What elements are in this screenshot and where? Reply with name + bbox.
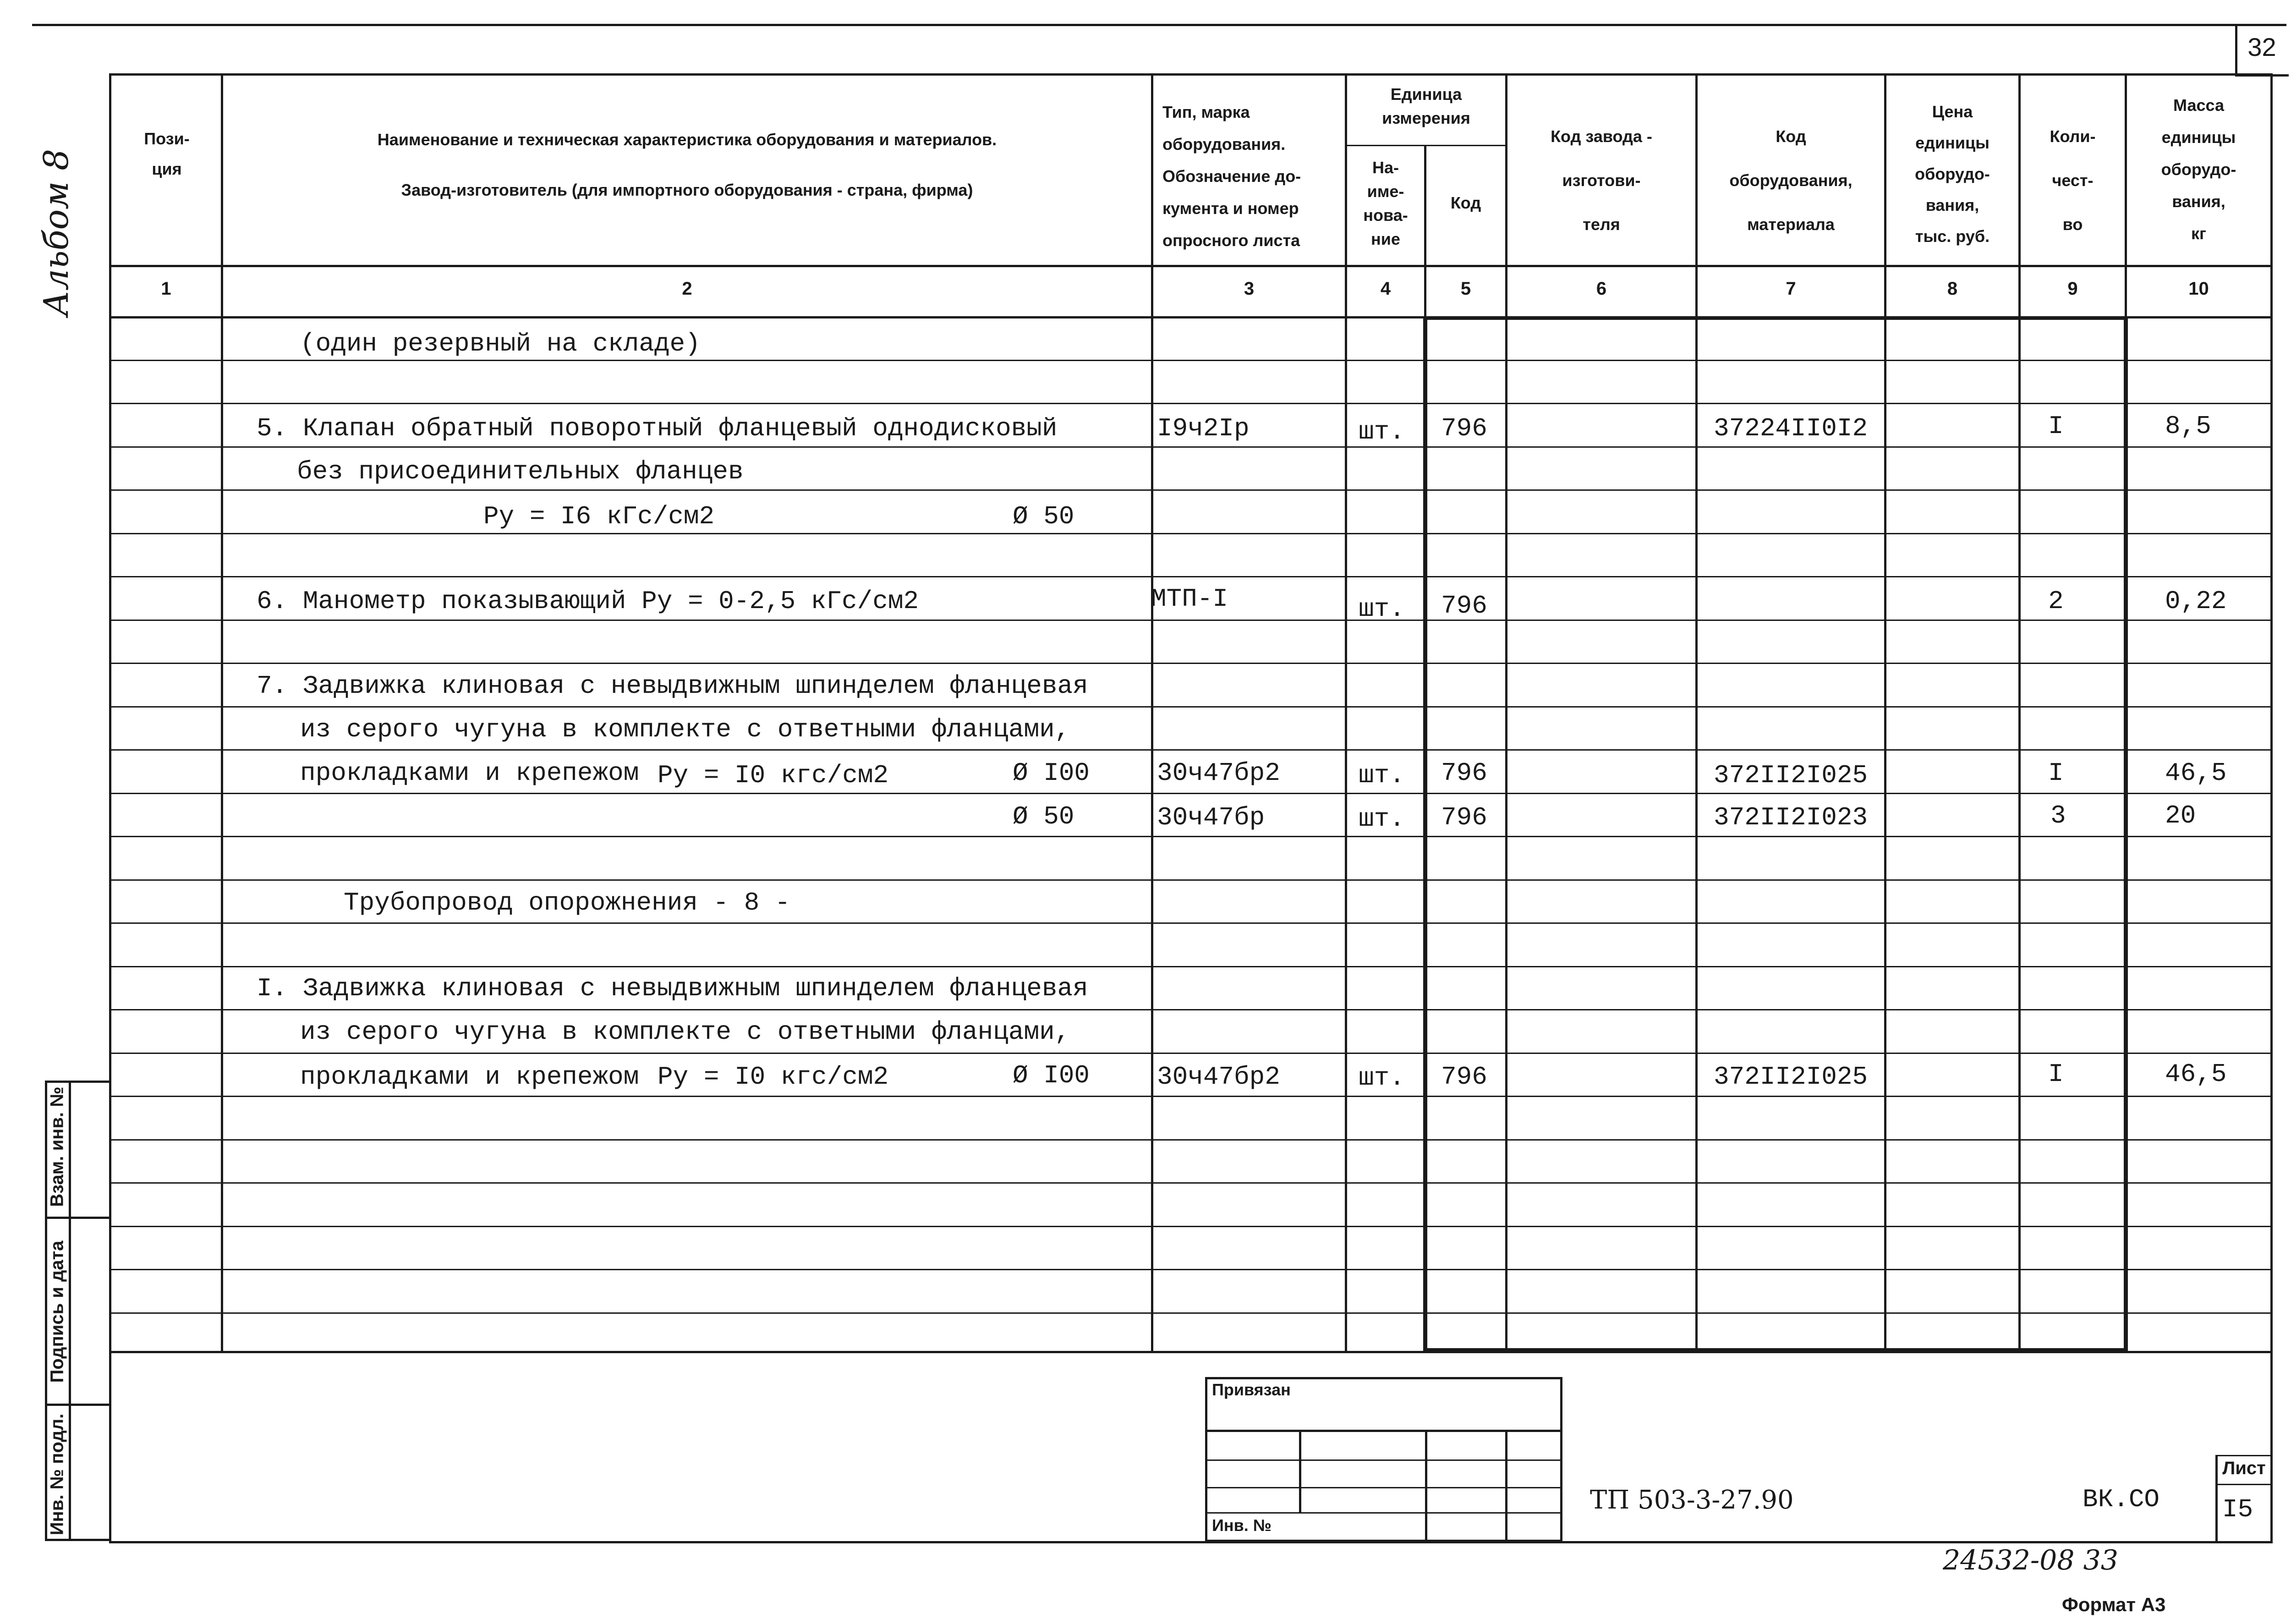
format-label: Формат А3 bbox=[2062, 1594, 2166, 1615]
header-col-4: На- име- нова- ние bbox=[1363, 158, 1408, 248]
col-divider-2 bbox=[1151, 73, 1153, 1353]
header-col-1: Пози- ция bbox=[144, 129, 190, 178]
row-8-name: 7. Задвижка клиновая с невыдвижным шпинделем фланцевая bbox=[257, 671, 1088, 701]
col-num-10: 10 bbox=[2188, 279, 2209, 299]
row-17-diameter: Ø I00 bbox=[1013, 1061, 1090, 1090]
stamp-v2 bbox=[1425, 1430, 1427, 1542]
header-unit-group: Единица измерения bbox=[1382, 85, 1470, 127]
row-separator bbox=[109, 922, 2273, 924]
row-separator bbox=[109, 879, 2273, 881]
inv-no-label: Инв. № bbox=[1212, 1516, 1272, 1535]
row-2-equip-code: 37224II0I2 bbox=[1714, 414, 1868, 443]
sheet-number: 32 bbox=[2247, 33, 2276, 61]
row-11-code: 796 bbox=[1441, 803, 1487, 832]
col-divider-6 bbox=[1695, 73, 1698, 1353]
header-col-8: Цена единицы оборудо- вания, тыс. руб. bbox=[1915, 102, 1990, 246]
col-divider-1 bbox=[221, 73, 223, 1353]
header-col-3: Тип, марка оборудования. Обозначение до- кумента и номер опросного листа bbox=[1162, 103, 1301, 250]
stamp-v1 bbox=[1299, 1430, 1301, 1512]
sheet-box-mid bbox=[2215, 1484, 2270, 1485]
side-label-signature: Подпись и дата bbox=[47, 1240, 67, 1383]
row-separator bbox=[109, 403, 2273, 404]
header-col-2: Наименование и техническая характеристика оборудования и материалов. Завод-изготовитель (для импортного оборудования - страна, фирма) bbox=[377, 130, 997, 199]
col-num-7: 7 bbox=[1786, 279, 1796, 299]
col-divider-4-thick bbox=[1423, 316, 1427, 1353]
row-15-name: I. Задвижка клиновая с невыдвижным шпинделем фланцевая bbox=[257, 974, 1088, 1003]
frame-right bbox=[2270, 73, 2273, 1543]
row-4-diameter: Ø 50 bbox=[1013, 502, 1074, 531]
row-2-mass: 8,5 bbox=[2165, 411, 2211, 441]
row-separator bbox=[109, 1009, 2273, 1010]
row-separator bbox=[109, 749, 2273, 751]
row-11-diameter: Ø 50 bbox=[1013, 802, 1074, 831]
row-10-type: 30ч47бр2 bbox=[1157, 758, 1280, 788]
row-separator bbox=[109, 706, 2273, 708]
header-row-numbers-top bbox=[109, 265, 2273, 267]
row-separator bbox=[109, 793, 2273, 794]
stamp-h4 bbox=[1205, 1512, 1562, 1514]
sheet-label: Лист bbox=[2222, 1458, 2266, 1478]
sheet-box-top bbox=[2215, 1455, 2270, 1456]
doc-code bbox=[1590, 1485, 1794, 1515]
header-col-6: Код завода - изготови- теля bbox=[1551, 127, 1652, 234]
row-17-code: 796 bbox=[1441, 1062, 1487, 1092]
col-num-1: 1 bbox=[161, 279, 171, 299]
header-col-10: Масса единицы оборудо- вания, кг bbox=[2161, 96, 2236, 243]
row-separator bbox=[109, 576, 2273, 577]
sheet-value: I5 bbox=[2222, 1495, 2253, 1524]
bottom-number: 24532-08 33 bbox=[1943, 1544, 2118, 1576]
stamp-h1 bbox=[1205, 1430, 1562, 1432]
row-separator bbox=[109, 446, 2273, 448]
row-separator bbox=[109, 663, 2273, 664]
stamp-h3 bbox=[1205, 1487, 1562, 1488]
row-6-code: 796 bbox=[1441, 591, 1487, 620]
col-num-3: 3 bbox=[1244, 279, 1255, 299]
col-num-8: 8 bbox=[1947, 279, 1958, 299]
row-11-unit: шт. bbox=[1359, 804, 1405, 834]
col-num-9: 9 bbox=[2067, 279, 2078, 299]
stamp-h2 bbox=[1205, 1459, 1562, 1461]
doc-section: ВК.СО bbox=[2083, 1485, 2160, 1514]
row-separator bbox=[109, 1139, 2273, 1141]
thick-frame-top bbox=[1423, 316, 2127, 320]
row-17-type: 30ч47бр2 bbox=[1157, 1062, 1280, 1092]
row-10-qty: I bbox=[2048, 758, 2064, 788]
row-11-type: 30ч47бр bbox=[1157, 803, 1265, 832]
col-divider-8 bbox=[2018, 73, 2021, 1353]
row-separator bbox=[109, 489, 2273, 491]
row-17-unit: шт. bbox=[1359, 1063, 1405, 1092]
row-17-qty: I bbox=[2048, 1059, 2064, 1089]
side-label-inv: Инв. № подл. bbox=[47, 1413, 67, 1536]
row-2-type: I9ч2Iр bbox=[1157, 414, 1250, 443]
row-separator bbox=[109, 1182, 2273, 1184]
row-separator bbox=[109, 1269, 2273, 1270]
row-17-name: прокладками и крепежом bbox=[300, 1062, 639, 1092]
col-num-4: 4 bbox=[1380, 279, 1391, 299]
stamp-v3 bbox=[1505, 1430, 1507, 1542]
row-10-name: прокладками и крепежом bbox=[300, 758, 639, 788]
row-separator bbox=[109, 360, 2273, 361]
col-num-5: 5 bbox=[1460, 279, 1471, 299]
row-10-unit: шт. bbox=[1359, 761, 1405, 790]
row-17-mass: 46,5 bbox=[2165, 1059, 2227, 1089]
row-10-code: 796 bbox=[1441, 758, 1487, 788]
row-10-equip-code: 372II2I025 bbox=[1714, 761, 1868, 790]
col-num-2: 2 bbox=[682, 279, 692, 299]
row-6-type: МТП-I bbox=[1151, 584, 1228, 614]
frame-bottom bbox=[109, 1541, 2273, 1543]
row-2-code: 796 bbox=[1441, 414, 1487, 443]
thick-frame-bottom bbox=[1423, 1348, 2127, 1352]
row-11-qty: 3 bbox=[2050, 801, 2066, 830]
privyazan-label: Привязан bbox=[1212, 1380, 1291, 1399]
row-separator bbox=[109, 1053, 2273, 1054]
row-9-name: из серого чугуна в комплекте с ответными фланцами, bbox=[300, 715, 1070, 744]
row-separator bbox=[109, 1226, 2273, 1227]
row-6-qty: 2 bbox=[2048, 587, 2064, 616]
side-strip-divider bbox=[69, 1081, 71, 1541]
row-6-unit: шт. bbox=[1359, 594, 1405, 624]
row-3-name: без присоединительных фланцев bbox=[297, 457, 744, 486]
row-17-pressure: Ру = I0 кгс/см2 bbox=[658, 1062, 889, 1092]
col-divider-9-thick bbox=[2124, 316, 2128, 1353]
row-11-equip-code: 372II2I023 bbox=[1714, 803, 1868, 832]
col-divider-3 bbox=[1345, 73, 1347, 1353]
album-label: Альбом 8 bbox=[37, 148, 76, 316]
frame-top bbox=[109, 73, 2273, 76]
row-6-name: 6. Манометр показывающий Ру = 0-2,5 кГс/см2 bbox=[257, 587, 919, 616]
row-2-qty: I bbox=[2048, 411, 2064, 441]
col-divider-7 bbox=[1884, 73, 1886, 1353]
row-16-name: из серого чугуна в комплекте с ответными фланцами, bbox=[300, 1017, 1070, 1047]
row-10-diameter: Ø I00 bbox=[1013, 758, 1090, 788]
row-4-name: Ру = I6 кГс/см2 bbox=[483, 502, 715, 531]
row-10-mass: 46,5 bbox=[2165, 758, 2227, 788]
row-17-equip-code: 372II2I025 bbox=[1714, 1062, 1868, 1092]
header-col-9: Коли- чест- во bbox=[2050, 127, 2096, 234]
col-divider-5 bbox=[1505, 73, 1507, 1353]
col-num-6: 6 bbox=[1596, 279, 1607, 299]
row-2-unit: шт. bbox=[1359, 417, 1405, 446]
row-11-mass: 20 bbox=[2165, 801, 2196, 830]
doc-code-text: ТП 503-3-27.90 bbox=[1590, 1485, 1794, 1515]
header-col-5: Код bbox=[1450, 193, 1481, 212]
row-separator bbox=[109, 966, 2273, 967]
row-separator bbox=[109, 533, 2273, 534]
side-label-replace: Взам. инв. № bbox=[47, 1086, 67, 1207]
header-col-7: Код оборудования, материала bbox=[1729, 127, 1853, 234]
row-2-name: 5. Клапан обратный поворотный фланцевый однодисковый bbox=[257, 414, 1058, 443]
row-separator bbox=[109, 836, 2273, 837]
row-separator bbox=[109, 1096, 2273, 1097]
row-13-name: Трубопровод опорожнения - 8 - bbox=[344, 888, 790, 917]
row-6-mass: 0,22 bbox=[2165, 587, 2227, 616]
row-separator bbox=[109, 1312, 2273, 1314]
top-border-line bbox=[32, 24, 2286, 26]
row-separator bbox=[109, 620, 2273, 621]
row-0-name: (один резервный на складе) bbox=[300, 329, 701, 358]
row-10-pressure: Ру = I0 кгс/см2 bbox=[658, 761, 889, 790]
